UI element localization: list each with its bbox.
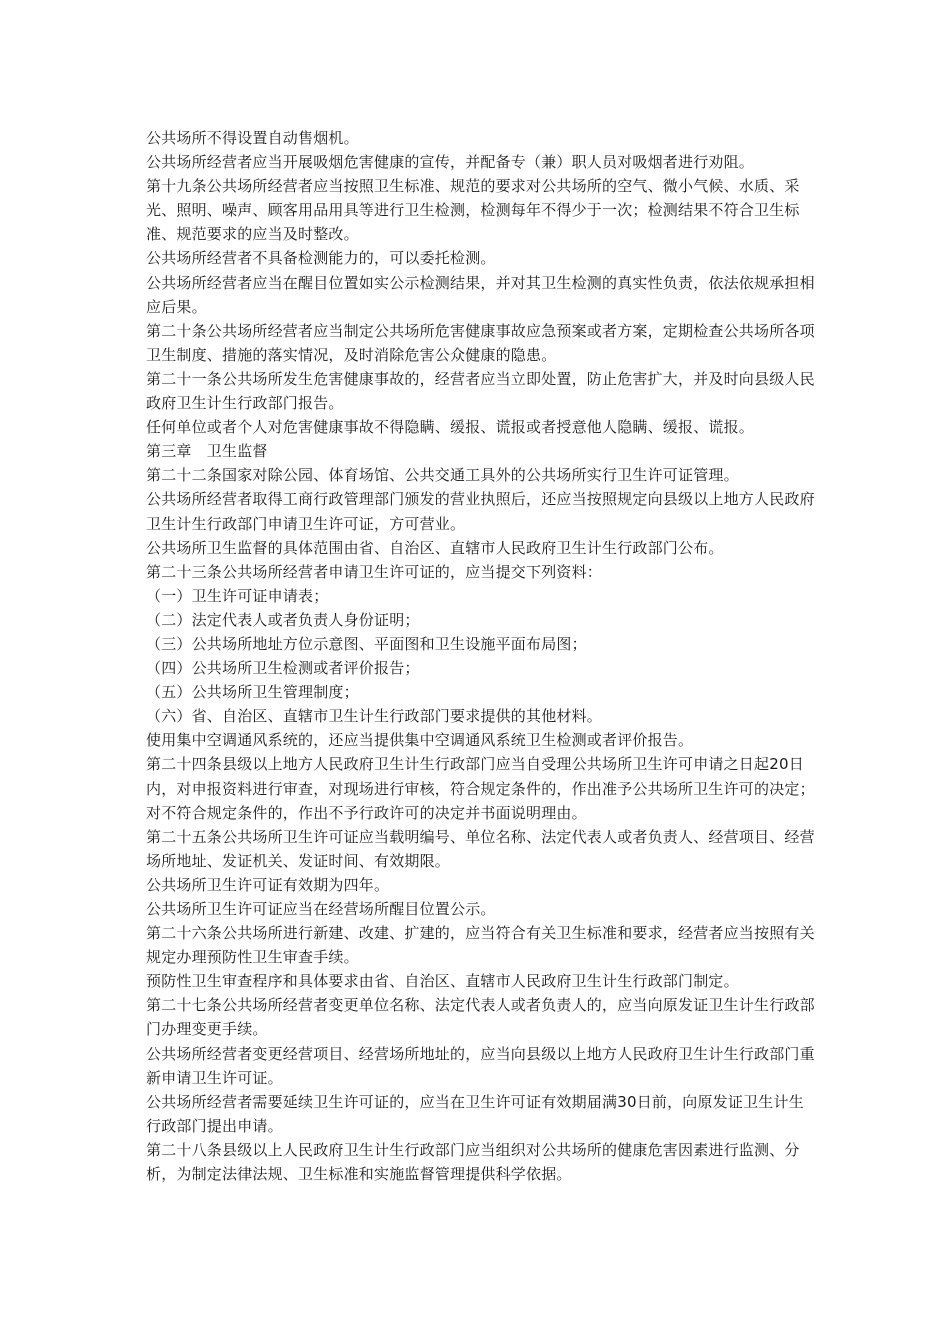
document-paragraph: 使用集中空调通风系统的，还应当提供集中空调通风系统卫生检测或者评价报告。 [146,731,694,750]
document-paragraph: 公共场所经营者变更经营项目、经营场所地址的，应当向县级以上地方人民政府卫生计生行政部门重新申请卫生许可证。 [146,1044,815,1087]
document-paragraph: 第二十八条县级以上人民政府卫生计生行政部门应当组织对公共场所的健康危害因素进行监测、分析，为制定法律法规、卫生标准和实施监督管理提供科学依据。 [146,1140,800,1184]
document-paragraph: （五）公共场所卫生管理制度； [146,683,359,702]
document-paragraph: 公共场所卫生许可证有效期为四年。 [146,875,390,894]
document-paragraph: 公共场所经营者应当在醒目位置如实公示检测结果，并对其卫生检测的真实性负责，依法依规承担相应后果。 [146,273,815,316]
document-paragraph: 第二十五条公共场所卫生许可证应当载明编号、单位名称、法定代表人或者负责人、经营项目、经营场所地址、发证机关、发证时间、有效期限。 [146,827,815,870]
document-paragraph: 第二十条公共场所经营者应当制定公共场所危害健康事故应急预案或者方案，定期检查公共场所各项卫生制度、措施的落实情况，及时消除危害公众健康的隐患。 [146,321,815,364]
document-paragraph: 第二十四条县级以上地方人民政府卫生计生行政部门应当自受理公共场所卫生许可申请之日起20日内，对申报资料进行审查，对现场进行审核，符合规定条件的，作出准予公共场所卫生许可的决定；对不符合规定条件的，作出不予行政许可的决定并书面说明理由。 [146,755,815,822]
document-paragraph: 公共场所卫生监督的具体范围由省、自治区、直辖市人民政府卫生计生行政部门公布。 [146,538,724,557]
document-paragraph: 第二十二条国家对除公园、体育场馆、公共交通工具外的公共场所实行卫生许可证管理。 [146,466,739,485]
document-paragraph: 任何单位或者个人对危害健康事故不得隐瞒、缓报、谎报或者授意他人隐瞒、缓报、谎报。 [146,418,755,437]
document-paragraph: （三）公共场所地址方位示意图、平面图和卫生设施平面布局图； [146,634,587,653]
document-paragraph: （二）法定代表人或者负责人身份证明； [146,610,420,629]
document-paragraph: 第二十一条公共场所发生危害健康事故的，经营者应当立即处置，防止危害扩大，并及时向县级人民政府卫生计生行政部门报告。 [146,369,815,413]
document-paragraph: （四）公共场所卫生检测或者评价报告； [146,659,420,678]
document-paragraph: 第二十六条公共场所进行新建、改建、扩建的，应当符合有关卫生标准和要求，经营者应当按照有关规定办理预防性卫生审查手续。 [146,924,815,967]
document-paragraph: 公共场所经营者需要延续卫生许可证的，应当在卫生许可证有效期届满30日前，向原发证卫生计生行政部门提出申请。 [146,1092,804,1135]
document-paragraph: 第三章 卫生监督 [146,442,268,461]
document-paragraph: 第十九条公共场所经营者应当按照卫生标准、规范的要求对公共场所的空气、微小气候、水质、采光、照明、噪声、顾客用品用具等进行卫生检测，检测每年不得少于一次；检测结果不符合卫生标准、规范要求的应当及时整改。 [146,177,800,244]
document-paragraph: 公共场所卫生许可证应当在经营场所醒目位置公示。 [146,900,496,918]
document-paragraph: 第二十三条公共场所经营者申请卫生许可证的，应当提交下列资料： [146,562,603,581]
document-paragraph: 公共场所经营者取得工商行政管理部门颁发的营业执照后，还应当按照规定向县级以上地方人民政府卫生计生行政部门申请卫生许可证，方可营业。 [146,490,815,533]
document-paragraph: 公共场所经营者不具备检测能力的，可以委托检测。 [146,249,496,268]
document-paragraph: （六）省、自治区、直辖市卫生计生行政部门要求提供的其他材料。 [146,707,603,726]
document-paragraph: 公共场所经营者应当开展吸烟危害健康的宣传，并配备专（兼）职人员对吸烟者进行劝阻。 [146,153,755,172]
document-paragraph: （一）卫生许可证申请表； [146,586,329,605]
document-paragraph: 第二十七条公共场所经营者变更单位名称、法定代表人或者负责人的，应当向原发证卫生计生行政部门办理变更手续。 [146,996,815,1039]
document-paragraph: 公共场所不得设置自动售烟机。 [146,129,359,147]
document-body [146,126,816,1186]
document-paragraph: 预防性卫生审查程序和具体要求由省、自治区、直辖市人民政府卫生计生行政部门制定。 [146,972,739,991]
